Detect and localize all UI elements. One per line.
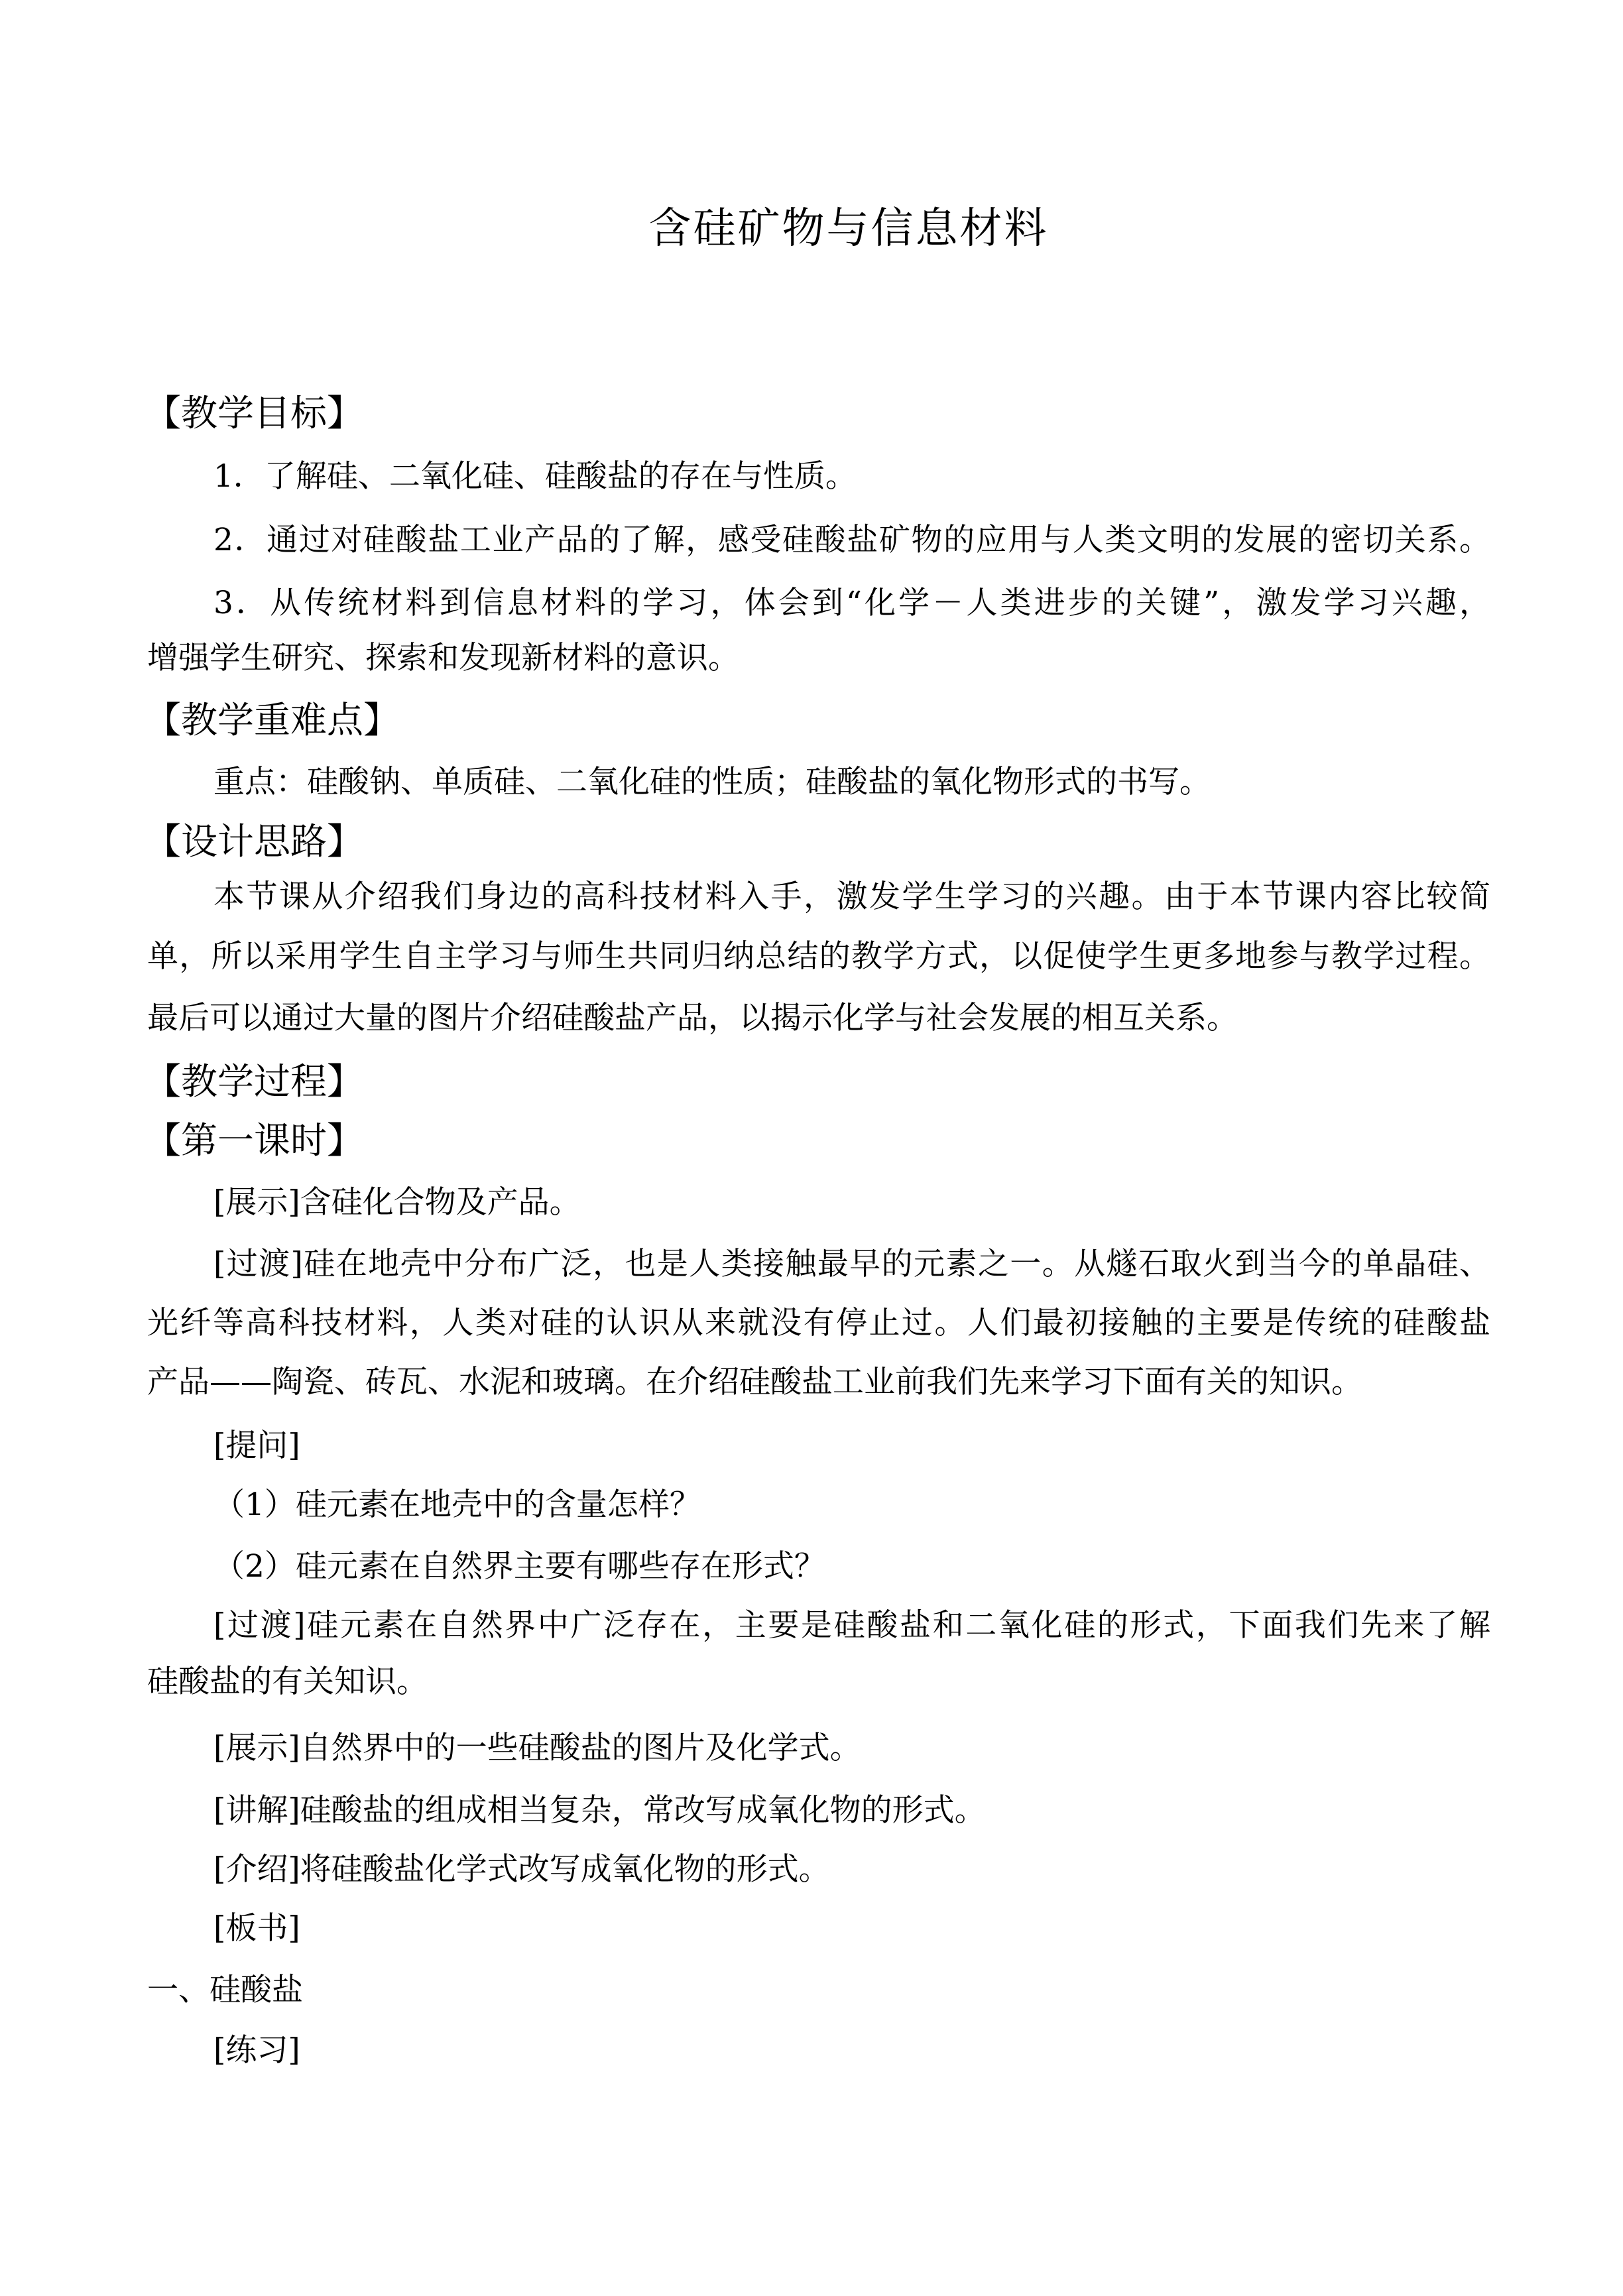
key-point-line: 重点：硅酸钠、单质硅、二氧化硅的性质；硅酸盐的氧化物形式的书写。: [213, 764, 1211, 800]
lesson-line: 光纤等高科技材料，人类对硅的认识从来就没有停止过。人们最初接触的主要是传统的硅酸盐: [147, 1305, 1490, 1341]
lesson-line: 产品——陶瓷、砖瓦、水泥和玻璃。在介绍硅酸盐工业前我们先来学习下面有关的知识。: [147, 1364, 1362, 1400]
lesson-line: [过渡]硅元素在自然界中广泛存在，主要是硅酸盐和二氧化硅的形式，下面我们先来了解: [213, 1607, 1490, 1644]
design-line: 最后可以通过大量的图片介绍硅酸盐产品，以揭示化学与社会发展的相互关系。: [147, 1000, 1238, 1036]
lesson-line: [介绍]将硅酸盐化学式改写成氧化物的形式。: [213, 1851, 830, 1888]
section-heading-lesson-one: 【第一课时】: [145, 1119, 364, 1162]
question-line: （2）硅元素在自然界主要有哪些存在形式？: [213, 1548, 825, 1585]
section-heading-objectives: 【教学目标】: [145, 392, 364, 434]
lesson-line: [过渡]硅在地壳中分布广泛，也是人类接触最早的元素之一。从燧石取火到当今的单晶硅、: [213, 1246, 1490, 1282]
lesson-line: [讲解]硅酸盐的组成相当复杂，常改写成氧化物的形式。: [213, 1792, 986, 1829]
design-line: 本节课从介绍我们身边的高科技材料入手，激发学生学习的兴趣。由于本节课内容比较简: [213, 878, 1490, 915]
lesson-line: [练习]: [213, 2032, 300, 2069]
objective-line: 3．从传统材料到信息材料的学习，体会到“化学－人类进步的关键”，激发学习兴趣，: [213, 585, 1490, 621]
lesson-line: 硅酸盐的有关知识。: [147, 1663, 428, 1700]
lesson-line: [板书]: [213, 1910, 300, 1947]
section-heading-key-points: 【教学重难点】: [145, 699, 400, 741]
lesson-line: [展示]自然界中的一些硅酸盐的图片及化学式。: [213, 1730, 861, 1766]
page-title: 含硅矿物与信息材料: [648, 204, 1049, 253]
section-heading-process: 【教学过程】: [145, 1060, 364, 1103]
objective-line: 增强学生研究、探索和发现新材料的意识。: [147, 640, 739, 676]
board-heading-silicate: 一、硅酸盐: [147, 1972, 303, 2008]
lesson-line: [展示]含硅化合物及产品。: [213, 1184, 581, 1221]
lesson-line: [提问]: [213, 1427, 300, 1464]
objective-line: 2．通过对硅酸盐工业产品的了解，感受硅酸盐矿物的应用与人类文明的发展的密切关系。: [213, 522, 1490, 558]
section-heading-design: 【设计思路】: [145, 820, 364, 863]
question-line: （1）硅元素在地壳中的含量怎样？: [213, 1486, 701, 1523]
objective-line: 1．了解硅、二氧化硅、硅酸盐的存在与性质。: [213, 458, 857, 495]
design-line: 单，所以采用学生自主学习与师生共同归纳总结的教学方式，以促使学生更多地参与教学过程。: [147, 938, 1490, 975]
